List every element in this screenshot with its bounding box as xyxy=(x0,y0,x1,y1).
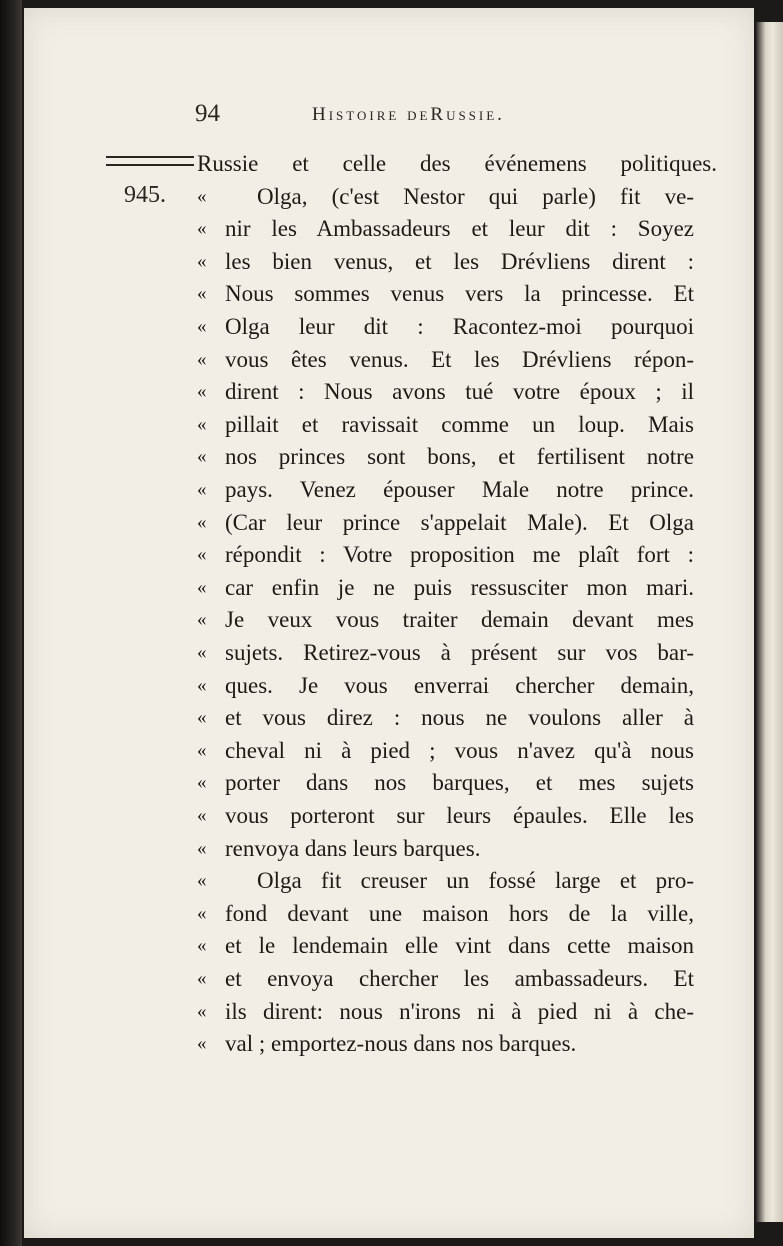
text-line xyxy=(197,1028,694,1060)
page-number: 94 xyxy=(195,100,220,127)
quote-mark: « xyxy=(197,935,207,957)
text-line xyxy=(197,833,694,865)
next-page-edge xyxy=(756,22,783,1222)
text-line xyxy=(197,670,694,702)
text-line xyxy=(197,474,694,506)
line-text: sujets. Retirez-vous à présent sur vos bar- xyxy=(225,640,694,665)
line-text: les bien venus, et les Drévliens dirent : xyxy=(225,248,694,274)
quote-mark: « xyxy=(197,446,207,468)
line-text: vous êtes venus. Et les Drévliens répon- xyxy=(225,346,694,372)
line-text: renvoya dans leurs barques. xyxy=(225,835,481,861)
text-line xyxy=(197,996,694,1028)
quote-mark: « xyxy=(197,1000,207,1022)
text-line xyxy=(197,507,694,539)
line-text: ques. Je vous enverrai chercher demain, xyxy=(225,672,694,698)
quote-mark: « xyxy=(197,674,207,696)
quote-mark: « xyxy=(197,185,207,207)
quote-mark: « xyxy=(197,283,207,305)
quote-mark: « xyxy=(197,805,207,826)
text-line xyxy=(197,539,694,571)
margin-double-rule xyxy=(106,156,194,166)
book-page xyxy=(24,8,754,1238)
quote-mark: « xyxy=(197,707,207,729)
text-line xyxy=(197,767,694,799)
quote-mark: « xyxy=(197,316,207,337)
line-text: Je veux vous traiter demain devant mes xyxy=(225,607,694,633)
quote-mark: « xyxy=(197,544,207,566)
line-text: vous porteront sur leurs épaules. Elle les xyxy=(225,803,694,828)
line-text: pays. Venez épouser Male notre prince. xyxy=(225,477,694,502)
quote-mark: « xyxy=(197,902,207,924)
quote-mark: « xyxy=(197,250,207,272)
text-line xyxy=(197,441,694,473)
text-line xyxy=(197,246,694,278)
quote-mark: « xyxy=(197,1033,207,1055)
line-text: fond devant une maison hors de la ville, xyxy=(225,900,694,926)
line-text: et le lendemain elle vint dans cette maison xyxy=(225,933,694,959)
line-text: pillait et ravissait comme un loup. Mais xyxy=(225,411,694,437)
line-text: et envoya chercher les ambassadeurs. Et xyxy=(225,966,694,991)
line-text: Olga leur dit : Racontez-moi pourquoi xyxy=(225,314,694,339)
text-line xyxy=(197,148,717,180)
line-text: ils dirent: nous n'irons ni à pied ni à che- xyxy=(225,998,694,1024)
quote-mark: « xyxy=(197,642,207,663)
text-line xyxy=(197,800,694,832)
text-line xyxy=(197,865,694,897)
quote-mark: « xyxy=(197,413,207,435)
text-line xyxy=(197,213,694,245)
text-line xyxy=(197,604,694,636)
quote-mark: « xyxy=(197,479,207,500)
quote-mark: « xyxy=(197,381,207,403)
text-line xyxy=(197,637,694,669)
text-line xyxy=(197,278,694,310)
line-text: dirent : Nous avons tué votre époux ; il xyxy=(225,379,694,405)
line-text: Russie et celle des événemens politiques. xyxy=(197,151,717,176)
line-text: Olga fit creuser un fossé large et pro- xyxy=(257,868,694,894)
line-text: nir les Ambassadeurs et leur dit : Soyez xyxy=(225,216,694,242)
margin-year: 945. xyxy=(124,182,166,208)
text-line xyxy=(197,702,694,734)
text-line xyxy=(197,930,694,962)
line-text: Nous sommes venus vers la princesse. Et xyxy=(225,281,694,307)
quote-mark: « xyxy=(197,772,207,794)
line-text: car enfin je ne puis ressusciter mon mari. xyxy=(225,574,694,600)
quote-mark: « xyxy=(197,348,207,370)
line-text: porter dans nos barques, et mes sujets xyxy=(225,770,694,796)
text-line xyxy=(197,181,694,213)
line-text: nos princes sont bons, et fertilisent notre xyxy=(225,444,694,470)
quote-mark: « xyxy=(197,968,207,989)
line-text: val ; emportez-nous dans nos barques. xyxy=(225,1031,577,1057)
line-text: répondit : Votre proposition me plaît fort : xyxy=(225,542,694,568)
text-line xyxy=(197,376,694,408)
text-line xyxy=(197,311,694,343)
text-line xyxy=(197,963,694,995)
text-line xyxy=(197,735,694,767)
line-text: et vous direz : nous ne voulons aller à xyxy=(225,705,694,731)
quote-mark: « xyxy=(197,576,207,598)
page-header xyxy=(24,100,754,140)
text-line xyxy=(197,409,694,441)
book-spine-shadow xyxy=(0,0,22,1246)
quote-mark: « xyxy=(197,511,207,533)
line-text: Olga, (c'est Nestor qui parle) fit ve- xyxy=(257,183,694,209)
text-line xyxy=(197,344,694,376)
quote-mark: « xyxy=(197,739,207,761)
running-title: Histoire deRussie. xyxy=(312,104,505,125)
quote-mark: « xyxy=(197,609,207,631)
text-line xyxy=(197,898,694,930)
quote-mark: « xyxy=(197,837,207,859)
quote-mark: « xyxy=(197,870,207,892)
line-text: cheval ni à pied ; vous n'avez qu'à nous xyxy=(225,737,694,763)
text-line xyxy=(197,572,694,604)
quote-mark: « xyxy=(197,218,207,240)
line-text: (Car leur prince s'appelait Male). Et Olga xyxy=(225,509,694,535)
